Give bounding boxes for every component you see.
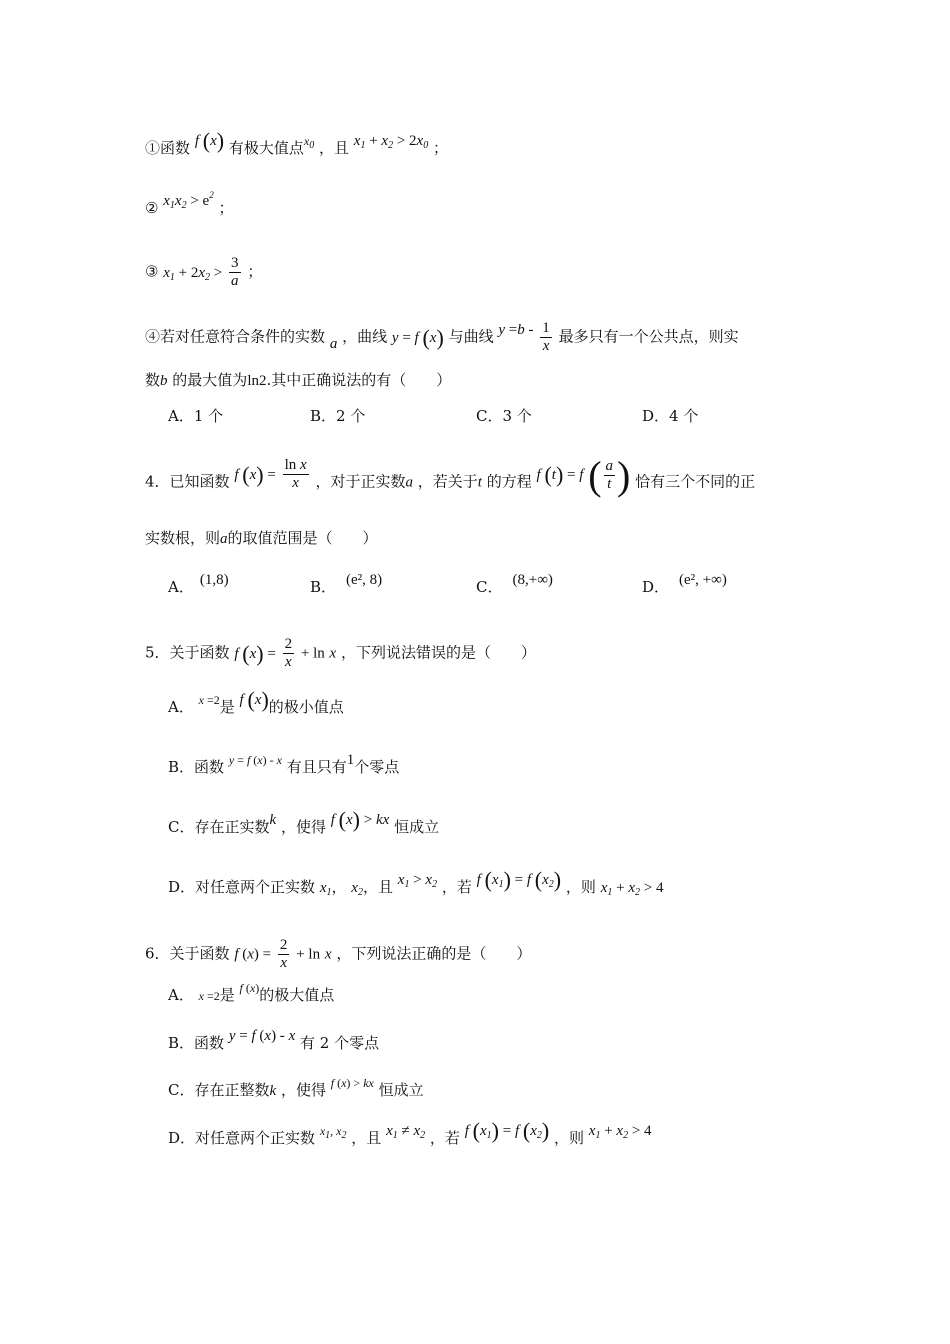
question-4-cont: 实数根，则a的取值范围是（ ） [145,529,378,547]
q4-option-c[interactable]: C． (8,+∞) [476,572,553,596]
q3-option-a[interactable]: A．1 个 [168,407,224,425]
q6-option-c[interactable]: C．存在正整数k ，使得 $^{f (x) > kx}$ 恒成立 [168,1076,424,1099]
q6-option-a[interactable]: A． x =2是 $^{f (x)}$的极大值点 [168,981,335,1004]
statement-1: ①函数 f (x) 有极大值点$x_0$ ，且 $x_1 + x_2 > 2x_0$ ； [145,128,449,157]
q6-option-d[interactable]: D．对任意两个正实数 $^{x_1, x_2}$ ，且 $x_1 \ne x_2$ ，若 f $(x_1) = f$ $(x_2)$ ，则 $x_1 + x_2 > 4$ [168,1118,652,1147]
q4-option-a[interactable]: A． (1,8) [168,572,229,596]
q4-option-d[interactable]: D． (e², +∞) [642,572,727,596]
question-4: 4．已知函数 f (x) = $\frac{\text{ln x}}{x}$ ，对于正实数a ，若关于t 的方程 f (t) = f ( $\frac{a}{t}$ ) 恰有三个不同的正 [145,452,756,498]
q3-option-c[interactable]: C．3 个 [476,407,532,425]
q4-option-b[interactable]: B． (e², 8) [310,572,383,596]
statement-3: ③ $x_1 + 2x_2$ > $\frac{3}{a}$ ； [145,255,263,289]
question-5: 5．关于函数 f (x) = $\frac{2}{x}$ + ln x ，下列说法错误的是（ ） [145,636,536,670]
statement-4: ④若对任意符合条件的实数 a ，曲线 y = f (x) 与曲线 y =b - $\frac{1}{x}$ 最多只有一个公共点，则实 [145,320,739,354]
q3-option-d[interactable]: D．4 个 [642,407,699,425]
q6-option-b[interactable]: B．函数 y = f (x) - x 有 2 个零点 [168,1028,380,1052]
q5-option-b[interactable]: B．函数 $^{y = f (x) - x}$ 有且只有1个零点 [168,752,400,776]
q5-option-d[interactable]: D．对任意两个正实数 $x_1$， $x_2$，且 $x_1 > x_2$ ，若 f $(x_1) = f$ $(x_2)$ ，则 $x_1 + x_2 > 4$ [168,867,664,898]
q5-option-c[interactable]: C．存在正实数k ，使得 f (x) > kx 恒成立 [168,807,440,836]
statement-4-cont: 数b 的最大值为ln2.其中正确说法的有（ ） [145,371,452,389]
statement-2: ② $x_1x_2 > e^2$ ； [145,190,234,217]
q5-option-a[interactable]: A． $^{x =2}$是 f (x)的极小值点 [168,687,344,716]
question-6: 6．关于函数 f (x) = $\frac{2}{x}$ + ln x ，下列说法正确的是（ ） [145,937,532,971]
q3-option-b[interactable]: B．2 个 [310,407,366,425]
